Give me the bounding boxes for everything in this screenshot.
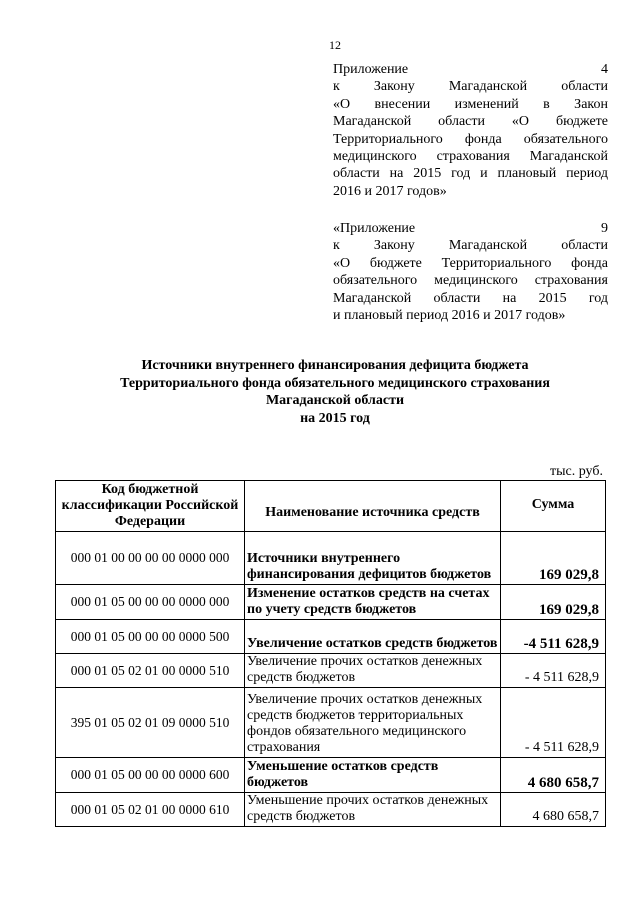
appendix-9-line: Магаданской области на 2015 год	[333, 290, 608, 306]
row-sum: - 4 511 628,9	[501, 688, 606, 758]
row-code: 000 01 00 00 00 00 0000 000	[56, 532, 245, 585]
table-row	[56, 793, 606, 827]
appendix-4-line: 2016 и 2017 годов»	[333, 183, 447, 199]
row-sum: 4 680 658,7	[501, 793, 606, 827]
document-title	[60, 357, 610, 427]
appendix-9-line: обязательного медицинского страхования	[333, 273, 608, 289]
title-line: Магаданской области	[265, 393, 405, 409]
appendix-9-header	[333, 220, 608, 324]
row-sum: -4 511 628,9	[501, 620, 606, 654]
row-name: Уменьшение прочих остатков денежных средств бюджетов	[245, 793, 501, 827]
header-code: Код бюджетной классификации Российской Федерации	[56, 481, 245, 532]
row-code: 000 01 05 00 00 00 0000 000	[56, 585, 245, 620]
row-name: Увеличение остатков средств бюджетов	[245, 620, 501, 654]
appendix-4-line: медицинского страхования Магаданской	[333, 149, 608, 165]
header-name: Наименование источника средств	[245, 481, 501, 532]
appendix-9-line: «Приложение 9	[333, 221, 608, 236]
row-code: 000 01 05 02 01 00 0000 610	[56, 793, 245, 827]
table-row	[56, 688, 606, 758]
table-header-row	[56, 481, 606, 532]
row-name: Источники внутреннего финансирования дефицитов бюджетов	[245, 532, 501, 585]
row-name: Увеличение прочих остатков денежных средств бюджетов территориальных фондов обязательного медицинского страхования	[245, 688, 501, 758]
appendix-4-line: Приложение 4	[333, 62, 608, 77]
row-name: Увеличение прочих остатков денежных средств бюджетов	[245, 654, 501, 688]
title-line: на 2015 год	[300, 410, 370, 426]
table-row	[56, 654, 606, 688]
row-name: Изменение остатков средств на счетах по учету средств бюджетов	[245, 585, 501, 620]
row-code: 000 01 05 02 01 00 0000 510	[56, 654, 245, 688]
appendix-4-line: к Закону Магаданской области	[333, 79, 608, 95]
appendix-4-line: Территориального фонда обязательного	[333, 131, 608, 147]
page-number: 12	[329, 38, 341, 52]
table-row	[56, 585, 606, 620]
title-line: Источники внутреннего финансирования дефицита бюджета	[141, 358, 529, 373]
budget-table	[55, 480, 606, 827]
appendix-4-line: области на 2015 год и плановый период	[333, 166, 608, 182]
table-row	[56, 620, 606, 654]
row-name: Уменьшение остатков средств бюджетов	[245, 758, 501, 793]
title-line: Территориального фонда обязательного медицинского страхования	[120, 375, 550, 391]
table-row	[56, 758, 606, 793]
appendix-9-line: «О бюджете Территориального фонда	[333, 255, 608, 271]
table-row	[56, 532, 606, 585]
appendix-9-line: к Закону Магаданской области	[333, 238, 608, 254]
appendix-4-line: Магаданской области «О бюджете	[333, 114, 608, 130]
appendix-4-line: «О внесении изменений в Закон	[333, 96, 608, 112]
row-code: 000 01 05 00 00 00 0000 500	[56, 620, 245, 654]
row-code: 395 01 05 02 01 09 0000 510	[56, 688, 245, 758]
appendix-9-line: и плановый период 2016 и 2017 годов»	[333, 308, 566, 324]
header-sum: Сумма	[501, 481, 606, 532]
row-sum: 4 680 658,7	[501, 758, 606, 793]
row-code: 000 01 05 00 00 00 0000 600	[56, 758, 245, 793]
appendix-4-header	[333, 61, 608, 200]
units-label: тыс. руб.	[550, 464, 603, 479]
row-sum: 169 029,8	[501, 585, 606, 620]
row-sum: 169 029,8	[501, 532, 606, 585]
row-sum: - 4 511 628,9	[501, 654, 606, 688]
